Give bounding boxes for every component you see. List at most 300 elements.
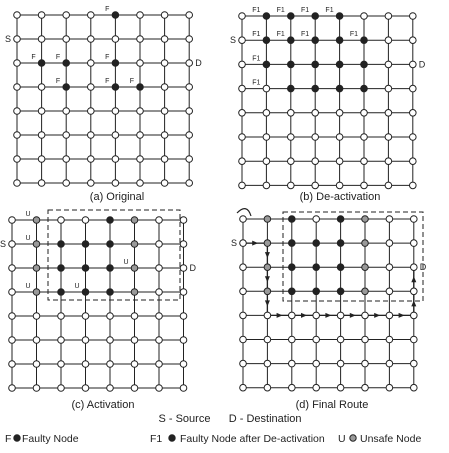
mesh-node <box>186 132 193 139</box>
mesh-node <box>9 337 16 344</box>
mesh-node <box>107 385 114 392</box>
mesh-node <box>385 134 392 141</box>
legend-faulty-node-icon <box>14 435 20 441</box>
mesh-node <box>156 265 163 272</box>
faulty-node <box>336 61 343 68</box>
mesh-node <box>385 61 392 68</box>
route-arrow-icon <box>265 300 270 306</box>
mesh-node <box>289 360 296 367</box>
unsafe-node <box>33 217 40 224</box>
route-arrow-icon <box>411 276 416 282</box>
faulty-node <box>107 217 114 224</box>
node-tag: U <box>25 211 31 218</box>
legend-unsafe-text: Unsafe Node <box>360 433 422 445</box>
mesh-node <box>361 182 368 189</box>
unsafe-node <box>264 240 271 247</box>
mesh-node <box>33 313 40 320</box>
deactivated-node <box>288 13 295 20</box>
faulty-node <box>63 84 70 91</box>
mesh-node <box>156 361 163 368</box>
mesh-node <box>58 217 65 224</box>
mesh-node <box>9 217 16 224</box>
faulty-node <box>63 60 70 67</box>
faulty-node <box>289 264 296 271</box>
node-tag: F1 <box>252 55 261 63</box>
node-tag: F1 <box>301 7 310 14</box>
mesh-node <box>82 313 89 320</box>
node-tag: F <box>105 78 110 85</box>
panel-b <box>230 7 426 189</box>
node-tag: F1 <box>252 79 261 87</box>
mesh-node <box>312 158 319 165</box>
mesh-node <box>264 336 271 343</box>
route-arrow-icon <box>301 313 307 318</box>
mesh-node <box>312 182 319 189</box>
mesh-node <box>336 110 343 117</box>
mesh-node <box>88 180 95 187</box>
mesh-node <box>161 84 168 91</box>
mesh-node <box>180 217 187 224</box>
faulty-node <box>337 240 344 247</box>
mesh-node <box>264 312 271 319</box>
unsafe-node <box>362 288 369 295</box>
mesh-node <box>337 312 344 319</box>
mesh-node <box>337 384 344 391</box>
mesh-node <box>88 84 95 91</box>
mesh-node <box>263 134 270 141</box>
mesh-node <box>180 361 187 368</box>
route-arrow-icon <box>252 241 258 246</box>
node-tag: F <box>105 54 110 61</box>
node-tag: F <box>55 78 61 85</box>
deactivated-node <box>288 37 295 44</box>
faulty-node <box>336 85 343 92</box>
mesh-node <box>313 312 320 319</box>
faulty-node <box>58 241 65 248</box>
mesh-node <box>156 385 163 392</box>
mesh-node <box>186 12 193 19</box>
mesh-node <box>410 158 417 165</box>
mesh-node <box>82 217 89 224</box>
source-label: S <box>0 239 6 249</box>
mesh-node <box>63 108 70 115</box>
mesh-node <box>362 336 369 343</box>
mesh-node <box>131 313 138 320</box>
mesh-node <box>9 265 16 272</box>
mesh-node <box>180 385 187 392</box>
deactivated-node <box>82 241 89 248</box>
faulty-node <box>58 265 65 272</box>
faulty-node <box>289 216 296 223</box>
mesh-node <box>385 110 392 117</box>
mesh-node <box>362 360 369 367</box>
mesh-node <box>107 361 114 368</box>
mesh-node <box>289 312 296 319</box>
mesh-node <box>131 337 138 344</box>
mesh-node <box>63 12 70 19</box>
node-tag: F1 <box>276 7 285 14</box>
legend-faulty-marker: F <box>5 433 12 445</box>
mesh-node <box>9 241 16 248</box>
mesh-node <box>240 384 247 391</box>
mesh-node <box>385 158 392 165</box>
mesh-node <box>107 313 114 320</box>
faulty-node <box>58 289 65 296</box>
mesh-node <box>38 84 45 91</box>
mesh-node <box>186 108 193 115</box>
faulty-node <box>38 60 45 67</box>
mesh-node <box>337 360 344 367</box>
mesh-node <box>239 134 246 141</box>
mesh-node <box>156 241 163 248</box>
mesh-node <box>411 264 418 271</box>
deactivated-node <box>82 289 89 296</box>
mesh-node <box>9 289 16 296</box>
faulty-node <box>289 240 296 247</box>
mesh-node <box>411 384 418 391</box>
deactivated-node <box>312 37 319 44</box>
mesh-node <box>240 288 247 295</box>
fault-region-box <box>283 212 423 301</box>
mesh-node <box>239 13 246 20</box>
deactivated-node <box>336 37 343 44</box>
mesh-node <box>14 60 21 67</box>
mesh-node <box>386 336 393 343</box>
mesh-node <box>361 158 368 165</box>
node-tag: F <box>105 6 110 13</box>
node-tag: U <box>25 283 31 290</box>
mesh-node <box>289 384 296 391</box>
mesh-node <box>386 384 393 391</box>
mesh-node <box>411 240 418 247</box>
source-label: S <box>4 34 11 44</box>
mesh-node <box>240 240 247 247</box>
mesh-node <box>411 336 418 343</box>
deactivated-node <box>263 13 270 20</box>
mesh-node <box>9 361 16 368</box>
faulty-node <box>361 37 368 44</box>
caption-panel-a: (a) Original <box>89 191 145 203</box>
mesh-node <box>88 132 95 139</box>
deactivated-node <box>313 288 320 295</box>
deactivated-node <box>361 61 368 68</box>
route-arrow-icon <box>277 313 283 318</box>
mesh-node <box>411 216 418 223</box>
node-tag: U <box>123 259 129 266</box>
panel-c <box>0 210 197 391</box>
mesh-node <box>137 156 144 163</box>
mesh-node <box>14 36 21 43</box>
mesh-node <box>161 60 168 67</box>
faulty-node <box>361 85 368 92</box>
unsafe-node <box>131 265 138 272</box>
mesh-node <box>263 110 270 117</box>
caption-panel-d: (d) Final Route <box>295 399 369 411</box>
mesh-node <box>288 110 295 117</box>
route-arrow-icon <box>265 252 270 258</box>
mesh-node <box>239 37 246 44</box>
panel-a <box>5 6 202 186</box>
unsafe-node <box>33 241 40 248</box>
faulty-node <box>288 61 295 68</box>
mesh-node <box>361 13 368 20</box>
mesh-node <box>312 134 319 141</box>
mesh-node <box>263 182 270 189</box>
mesh-node <box>186 180 193 187</box>
mesh-node <box>156 313 163 320</box>
panel-d <box>231 209 427 391</box>
mesh-node <box>288 158 295 165</box>
node-tag: F1 <box>325 7 334 14</box>
faulty-node <box>112 12 119 19</box>
mesh-node <box>410 37 417 44</box>
mesh-node <box>410 134 417 141</box>
deactivated-node <box>313 240 320 247</box>
mesh-node <box>313 360 320 367</box>
mesh-node <box>410 13 417 20</box>
mesh-node <box>336 158 343 165</box>
mesh-node <box>337 336 344 343</box>
deactivated-node <box>82 265 89 272</box>
mesh-node <box>386 264 393 271</box>
mesh-node <box>33 337 40 344</box>
mesh-node <box>161 180 168 187</box>
faulty-node <box>112 60 119 67</box>
mesh-node <box>385 13 392 20</box>
mesh-node <box>361 134 368 141</box>
mesh-node <box>386 216 393 223</box>
mesh-node <box>288 182 295 189</box>
route-start-arc <box>237 209 251 216</box>
mesh-node <box>38 180 45 187</box>
mesh-node <box>411 312 418 319</box>
mesh-node <box>186 84 193 91</box>
mesh-node <box>137 108 144 115</box>
mesh-node <box>240 216 247 223</box>
destination-label: D <box>195 58 202 68</box>
mesh-node <box>289 336 296 343</box>
mesh-node <box>137 132 144 139</box>
mesh-node <box>9 385 16 392</box>
faulty-node <box>263 61 270 68</box>
route-arrow-icon <box>374 313 380 318</box>
destination-label: D <box>418 59 426 70</box>
mesh-node <box>131 385 138 392</box>
deactivated-node <box>312 85 319 92</box>
mesh-node <box>385 37 392 44</box>
mesh-node <box>180 313 187 320</box>
mesh-node <box>239 85 246 92</box>
mesh-node <box>14 108 21 115</box>
mesh-node <box>38 36 45 43</box>
faulty-node <box>289 288 296 295</box>
mesh-node <box>63 132 70 139</box>
source-label: S <box>230 238 237 249</box>
mesh-node <box>156 217 163 224</box>
legend-faulty <box>5 433 79 445</box>
mesh-node <box>38 12 45 19</box>
legend-faulty-text: Faulty Node <box>22 433 79 445</box>
unsafe-node <box>362 264 369 271</box>
mesh-node <box>239 158 246 165</box>
mesh-node <box>88 36 95 43</box>
mesh-node <box>386 360 393 367</box>
mesh-node <box>137 60 144 67</box>
mesh-node <box>161 36 168 43</box>
faulty-node <box>337 288 344 295</box>
mesh-node <box>385 85 392 92</box>
mesh-node <box>361 110 368 117</box>
mesh-node <box>288 134 295 141</box>
deactivated-node <box>312 13 319 20</box>
legend-deactivated-marker: F1 <box>150 433 163 445</box>
legend-deactivated <box>150 433 325 445</box>
mesh-node <box>240 312 247 319</box>
unsafe-node <box>264 288 271 295</box>
mesh-node <box>410 110 417 117</box>
mesh-node <box>63 156 70 163</box>
destination-label: D <box>189 263 196 273</box>
mesh-node <box>161 156 168 163</box>
faulty-node <box>336 13 343 20</box>
mesh-node <box>33 361 40 368</box>
mesh-node <box>180 241 187 248</box>
route-arrow-icon <box>350 313 356 318</box>
legend-deactivated-text: Faulty Node after De-activation <box>180 433 325 445</box>
unsafe-node <box>131 217 138 224</box>
mesh-node <box>336 134 343 141</box>
mesh-node <box>58 385 65 392</box>
unsafe-node <box>131 289 138 296</box>
mesh-node <box>313 384 320 391</box>
node-tag: F <box>55 54 61 61</box>
mesh-node <box>410 85 417 92</box>
mesh-node <box>180 265 187 272</box>
mesh-node <box>38 108 45 115</box>
mesh-node <box>411 288 418 295</box>
mesh-node <box>240 360 247 367</box>
mesh-node <box>88 108 95 115</box>
mesh-node <box>137 36 144 43</box>
deactivated-node <box>312 61 319 68</box>
node-tag: F1 <box>252 7 261 14</box>
mesh-node <box>58 313 65 320</box>
mesh-node <box>336 182 343 189</box>
caption-panel-c: (c) Activation <box>71 399 135 411</box>
mesh-node <box>14 12 21 19</box>
legend <box>5 433 421 445</box>
mesh-node <box>180 337 187 344</box>
node-tag: U <box>74 283 80 290</box>
faulty-node <box>288 85 295 92</box>
mesh-node <box>386 288 393 295</box>
mesh-node <box>312 110 319 117</box>
node-tag: F1 <box>252 31 261 39</box>
mesh-node <box>14 156 21 163</box>
mesh-node <box>112 180 119 187</box>
mesh-node <box>264 384 271 391</box>
mesh-node <box>112 132 119 139</box>
mesh-node <box>239 61 246 68</box>
mesh-node <box>156 337 163 344</box>
mesh-node <box>137 12 144 19</box>
mesh-node <box>112 108 119 115</box>
mesh-node <box>112 156 119 163</box>
node-tag: F <box>31 54 36 61</box>
legend-deactivated-node-icon <box>169 435 175 441</box>
mesh-node <box>63 36 70 43</box>
unsafe-node <box>33 289 40 296</box>
faulty-node <box>107 265 114 272</box>
mesh-node <box>263 158 270 165</box>
node-tag: F1 <box>301 31 310 39</box>
mesh-node <box>186 156 193 163</box>
faulty-node <box>337 264 344 271</box>
faulty-node <box>137 84 144 91</box>
faulty-node <box>112 84 119 91</box>
mesh-node <box>82 385 89 392</box>
mesh-node <box>386 240 393 247</box>
mesh-node <box>263 85 270 92</box>
mesh-node <box>88 60 95 67</box>
faulty-node <box>337 216 344 223</box>
mesh-node <box>63 180 70 187</box>
mesh-node <box>362 312 369 319</box>
faulty-node <box>107 289 114 296</box>
deactivated-node <box>313 264 320 271</box>
mesh-node <box>14 180 21 187</box>
source-label: S <box>229 35 236 46</box>
mesh-node <box>9 313 16 320</box>
mesh-node <box>88 156 95 163</box>
unsafe-node <box>33 265 40 272</box>
mesh-node <box>38 156 45 163</box>
mesh-node <box>410 61 417 68</box>
mesh-node <box>156 289 163 296</box>
route-arrow-icon <box>265 276 270 282</box>
mesh-node <box>161 132 168 139</box>
mesh-node <box>239 182 246 189</box>
unsafe-node <box>362 240 369 247</box>
mesh-node <box>14 84 21 91</box>
mesh-node <box>107 337 114 344</box>
mesh-node <box>82 337 89 344</box>
faulty-node <box>107 241 114 248</box>
mesh-node <box>186 60 193 67</box>
mesh-node <box>240 264 247 271</box>
mesh-node <box>33 385 40 392</box>
deactivated-node <box>263 37 270 44</box>
mesh-node <box>14 132 21 139</box>
mesh-node <box>362 384 369 391</box>
mesh-node <box>186 36 193 43</box>
mesh-node <box>58 361 65 368</box>
mesh-node <box>131 361 138 368</box>
mesh-node <box>137 180 144 187</box>
mesh-node <box>161 108 168 115</box>
unsafe-node <box>131 241 138 248</box>
source-destination-key: S - Source D - Destination <box>158 413 302 425</box>
mesh-node <box>180 289 187 296</box>
node-tag: U <box>25 235 31 242</box>
unsafe-node <box>264 264 271 271</box>
legend-unsafe <box>338 433 421 445</box>
mesh-node <box>264 360 271 367</box>
legend-unsafe-marker: U <box>338 433 346 445</box>
mesh-node <box>386 312 393 319</box>
mesh-node <box>239 110 246 117</box>
mesh-node <box>410 182 417 189</box>
